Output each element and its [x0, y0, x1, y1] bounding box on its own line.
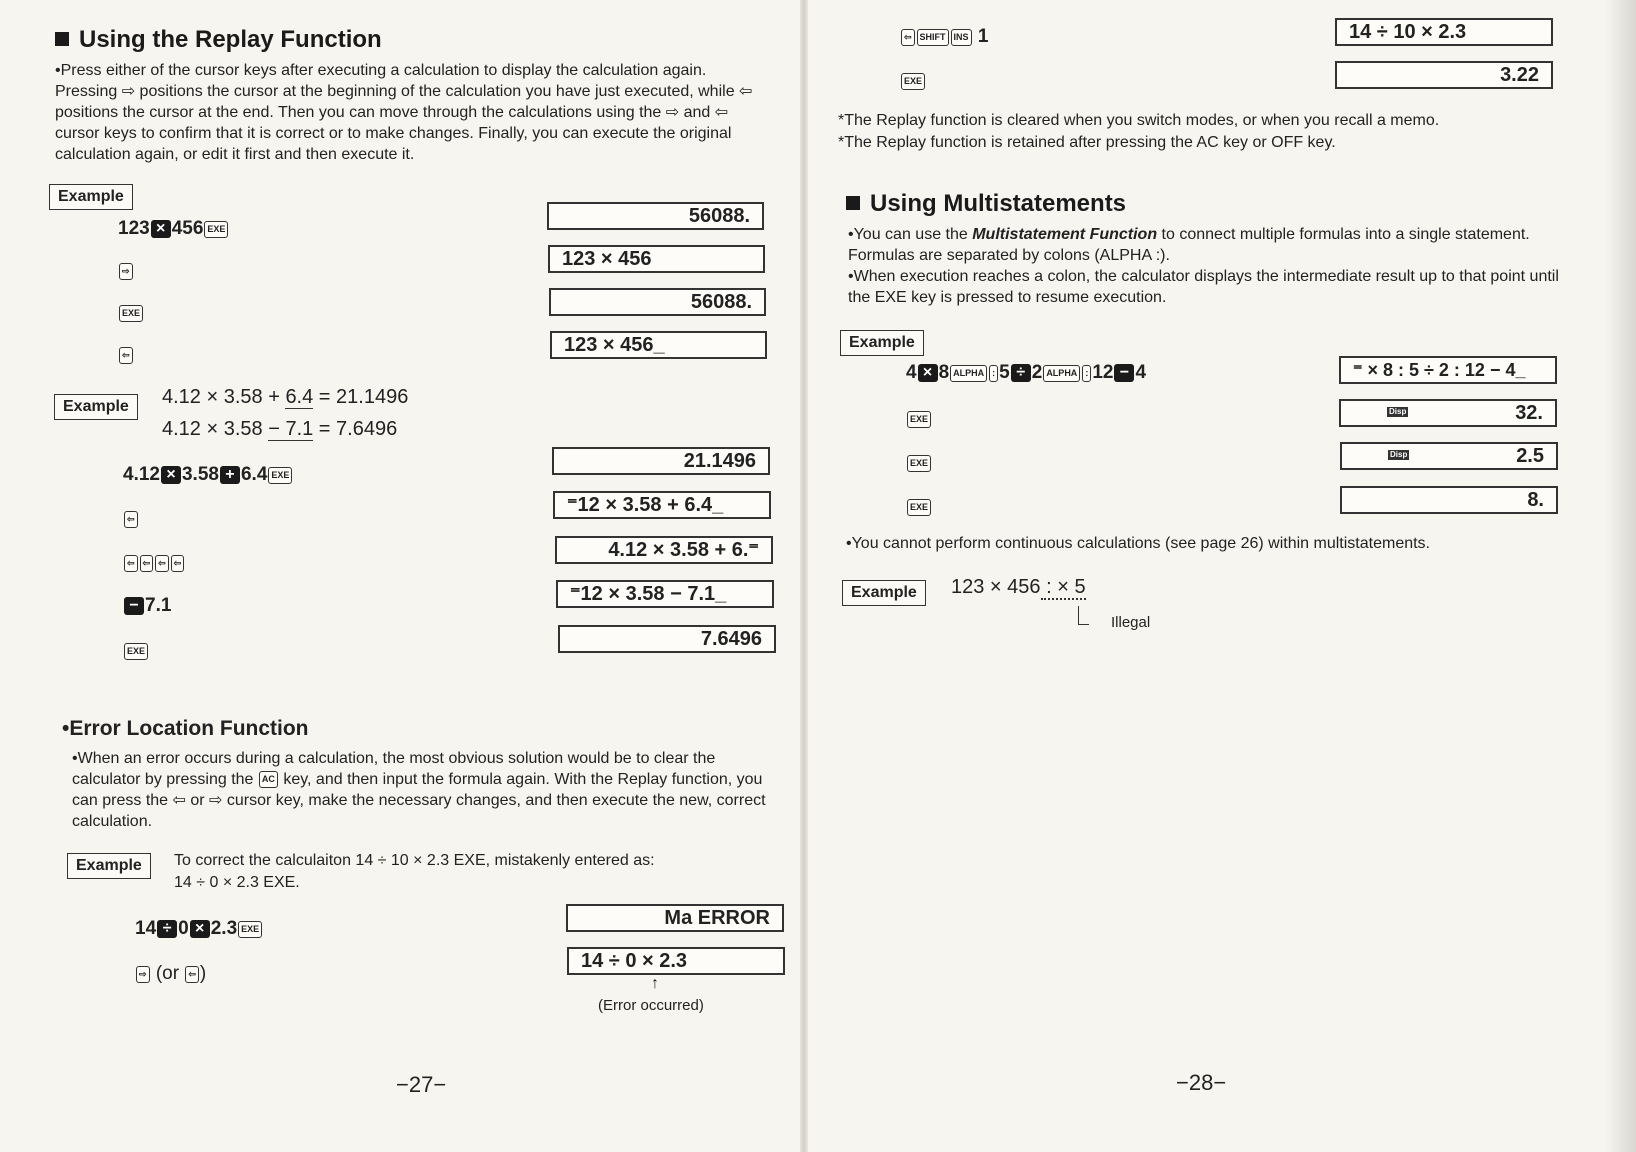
ex1-step-1: 123 × 456 EXE	[118, 216, 229, 242]
ac-key-icon: AC	[259, 771, 278, 788]
illegal-pointer-line	[1078, 606, 1089, 625]
error-step-1: 14 ÷ 0 × 2.3 EXE	[135, 916, 263, 942]
example-label-5: Example	[842, 580, 926, 606]
exe-key-icon: EXE	[901, 73, 925, 90]
colon-key-icon: :	[989, 365, 998, 382]
ex2-step-3	[123, 550, 185, 576]
example-label-1: Example	[49, 184, 133, 210]
right-cursor-key-icon: ⇨	[119, 263, 133, 280]
colon-key-icon: :	[1082, 365, 1091, 382]
right-cursor-key-icon: ⇨	[136, 966, 150, 983]
illegal-label: Illegal	[1111, 614, 1151, 631]
multi-display-2: Disp 32.	[1339, 399, 1557, 427]
left-cursor-key-icon: ⇦	[155, 555, 169, 572]
ex1-display-3: 56088.	[549, 288, 766, 316]
error-example-text: To correct the calculaiton 14 ÷ 10 × 2.3 EXE, mistakenly entered as:	[174, 852, 655, 869]
multi-display-1: ⁼ × 8 : 5 ÷ 2 : 12 − 4_	[1339, 356, 1557, 384]
error-location-description: •When an error occurs during a calculation, the most obvious solution would be to clear the calculator by pressing the AC key, and then input the formula again. With the Replay function, you can press the ⇦ or ⇨ cursor key, make the necessary changes, and then execute the new, correct calculation.	[72, 750, 766, 830]
replay-heading: Using the Replay Function	[55, 26, 382, 54]
ex2-step-4: − 7.1	[123, 593, 171, 619]
exe-key-icon: EXE	[907, 411, 931, 428]
ex1-step-3	[118, 300, 144, 326]
disp-indicator: Disp	[1390, 450, 1408, 459]
ex2-display-5: 7.6496	[558, 625, 776, 653]
error-location-heading: •Error Location Function	[62, 717, 309, 740]
exe-key-icon: EXE	[907, 499, 931, 516]
ex2-step-1: 4.12 × 3.58 + 6.4 EXE	[123, 462, 293, 488]
disp-indicator: Disp	[1389, 407, 1407, 416]
ex1-display-1: 56088.	[547, 202, 764, 230]
multistatements-note: •You cannot perform continuous calculations (see page 26) within multistatements.	[846, 535, 1430, 552]
page-number-28: −28−	[1176, 1070, 1227, 1095]
right-page	[806, 0, 1636, 1152]
ins-key-icon: INS	[951, 29, 972, 46]
top-display-2: 3.22	[1335, 61, 1553, 89]
exe-key-icon: EXE	[204, 221, 228, 238]
top-step-1: ⇦ SHIFT INS 1	[900, 24, 988, 50]
top-step-2	[900, 68, 926, 94]
ex1-step-4	[118, 342, 134, 368]
left-cursor-key-icon: ⇦	[124, 511, 138, 528]
left-cursor-key-icon: ⇦	[185, 966, 199, 983]
ex2-display-1: 21.1496	[552, 447, 770, 475]
multi-step-1: 4 × 8 ALPHA : 5 ÷ 2 ALPHA : 12 − 4	[906, 362, 1147, 383]
replay-note-2: *The Replay function is retained after pressing the AC key or OFF key.	[838, 134, 1336, 151]
multi-step-3	[906, 450, 932, 476]
left-page	[0, 0, 805, 1152]
ex2-display-3: 4.12 × 3.58 + 6.⁼	[555, 536, 773, 564]
left-cursor-key-icon: ⇦	[140, 555, 154, 572]
exe-key-icon: EXE	[238, 921, 262, 938]
left-cursor-key-icon: ⇦	[119, 347, 133, 364]
multiply-key-icon: ×	[190, 920, 210, 938]
divide-key-icon: ÷	[1011, 364, 1031, 382]
multi-display-4: 8.	[1340, 486, 1558, 514]
error-occurred-note: (Error occurred)	[598, 997, 704, 1014]
page-number-27: −27−	[396, 1072, 447, 1097]
ex2-formula-1: 4.12 × 3.58 + 6.4 = 21.1496	[162, 386, 409, 408]
shift-key-icon: SHIFT	[917, 29, 949, 46]
ex2-display-4: ⁼12 × 3.58 − 7.1_	[556, 580, 774, 608]
square-bullet-icon	[55, 32, 69, 46]
example-label-2: Example	[54, 394, 138, 420]
error-step-2: ⇨ (or ⇦ )	[135, 961, 206, 987]
left-cursor-key-icon: ⇦	[901, 29, 915, 46]
error-example-text-2: 14 ÷ 0 × 2.3 EXE.	[174, 874, 300, 891]
exe-key-icon: EXE	[907, 455, 931, 472]
left-cursor-key-icon: ⇦	[124, 555, 138, 572]
error-display-2: 14 ÷ 0 × 2.3	[567, 947, 785, 975]
multistatements-para-2: •When execution reaches a colon, the calculator displays the intermediate result up to that point until the EXE key is pressed to resume execution.	[848, 268, 1559, 306]
exe-key-icon: EXE	[124, 643, 148, 660]
ex2-step-2	[123, 506, 139, 532]
top-display-1: 14 ÷ 10 × 2.3	[1335, 18, 1553, 46]
multiply-key-icon: ×	[151, 220, 171, 238]
replay-description: •Press either of the cursor keys after executing a calculation to display the calculation again. Pressing ⇨ positions the cursor at the beginning of the calculation you have just executed, while ⇦ positions the cursor at the end. Then you can move through the calculations using the ⇨ and ⇦ cursor keys to confirm that it is correct or to make changes. Finally, you can execute the original calculation again, or edit it first and then execute it.	[55, 62, 753, 163]
multiply-key-icon: ×	[918, 364, 938, 382]
minus-key-icon: −	[124, 597, 144, 615]
left-cursor-key-icon: ⇦	[171, 555, 185, 572]
ex1-step-2	[118, 258, 134, 284]
alpha-key-icon: ALPHA	[950, 365, 987, 382]
ex1-display-4: 123 × 456_	[550, 331, 767, 359]
ex2-step-5	[123, 638, 149, 664]
exe-key-icon: EXE	[119, 305, 143, 322]
multi-display-3: Disp 2.5	[1340, 442, 1558, 470]
ex2-formula-2: 4.12 × 3.58 − 7.1 = 7.6496	[162, 418, 398, 440]
alpha-key-icon: ALPHA	[1043, 365, 1080, 382]
square-bullet-icon	[846, 196, 860, 210]
error-display-1: Ma ERROR	[566, 904, 784, 932]
divide-key-icon: ÷	[157, 920, 177, 938]
example-label-4: Example	[840, 330, 924, 356]
illegal-formula: 123 × 456 : × 5	[951, 576, 1086, 598]
replay-note-1: *The Replay function is cleared when you switch modes, or when you recall a memo.	[838, 112, 1440, 129]
exe-key-icon: EXE	[268, 467, 292, 484]
error-arrow-icon: ↑	[651, 975, 659, 992]
example-label-3: Example	[67, 853, 151, 879]
minus-key-icon: −	[1114, 364, 1134, 382]
multi-step-2	[906, 406, 932, 432]
ex1-display-2: 123 × 456	[548, 245, 765, 273]
multiply-key-icon: ×	[161, 466, 181, 484]
ex2-display-2: ⁼12 × 3.58 + 6.4_	[553, 491, 771, 519]
multistatements-para-1: •You can use the Multistatement Function to connect multiple formulas into a single statement. Formulas are separated by colons (ALPHA :).	[848, 226, 1530, 264]
plus-key-icon: +	[220, 466, 240, 484]
multi-step-4	[906, 494, 932, 520]
multistatements-heading: Using Multistatements	[846, 190, 1126, 218]
